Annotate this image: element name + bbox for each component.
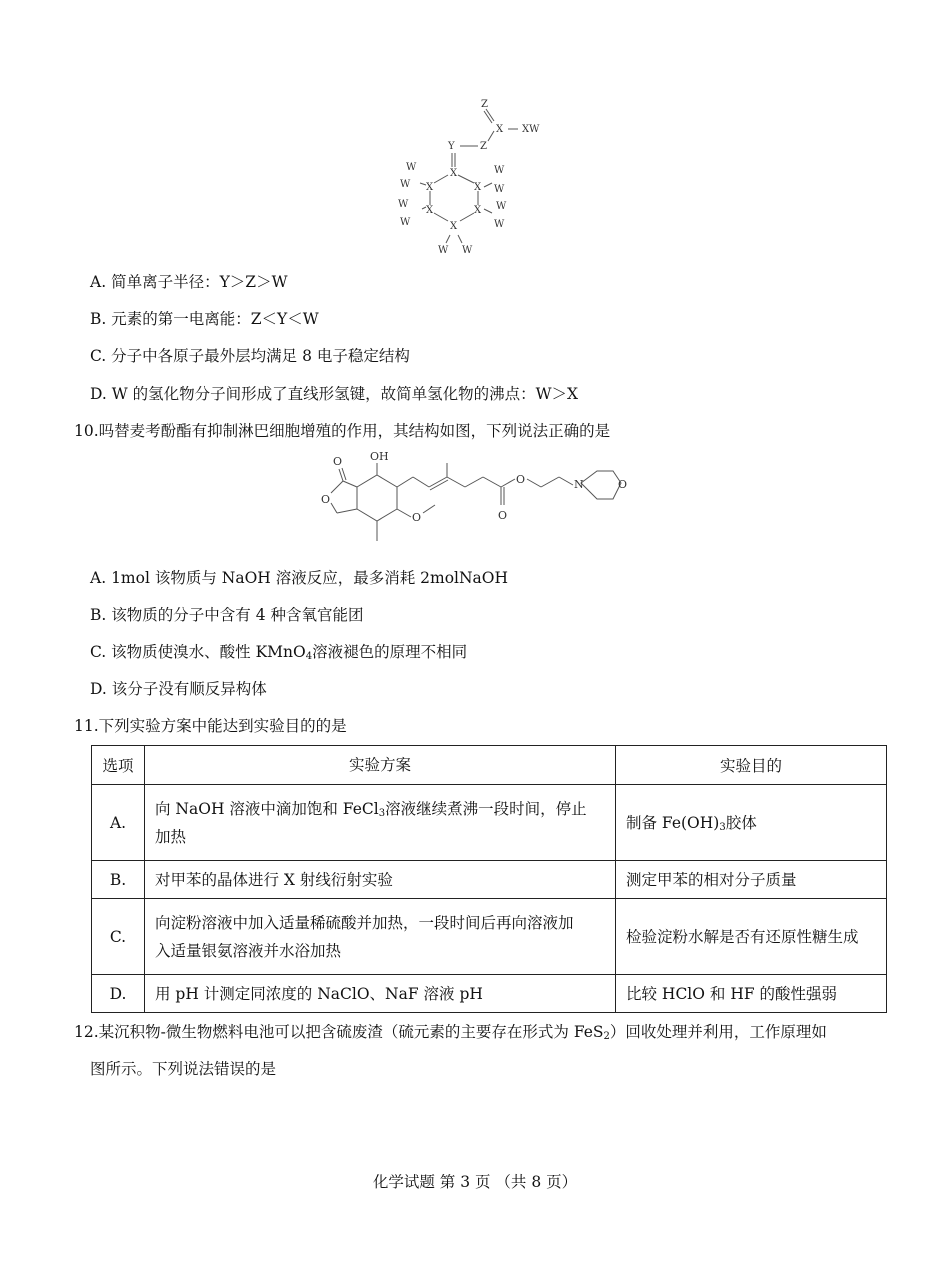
q9-option-d — [90, 384, 578, 404]
row-plan: 对甲苯的晶体进行 X 射线衍射实验 — [145, 861, 616, 899]
option-key: A. — [90, 569, 107, 587]
option-key: D. — [90, 680, 107, 698]
structure-label-w2: W — [400, 179, 411, 190]
question-text: 图所示。下列说法错误的是 — [90, 1060, 277, 1078]
row-option: B. — [92, 861, 145, 899]
mol-label-n: N — [574, 478, 584, 491]
structure-label-w7: W — [496, 201, 507, 212]
option-text: 该物质的分子中含有 4 种含氧官能团 — [111, 606, 364, 624]
option-key: B. — [90, 310, 107, 328]
option-text: 元素的第一电离能：Z＜Y＜W — [111, 310, 319, 328]
question-text: 某沉积物-微生物燃料电池可以把含硫废渣（硫元素的主要存在形式为 FeS — [98, 1023, 604, 1041]
structure-label-w5: W — [398, 199, 409, 210]
structure-label-w3: W — [494, 165, 505, 176]
header-option: 选项 — [92, 746, 145, 785]
table-row — [92, 975, 887, 1013]
option-text: W 的氢化物分子间形成了直线形氢键，故简单氢化物的沸点：W＞X — [111, 385, 579, 403]
option-key: B. — [90, 606, 107, 624]
question-text: 下列实验方案中能达到实验目的的是 — [98, 717, 347, 735]
table-row — [92, 785, 887, 861]
row-goal: 比较 HClO 和 HF 的酸性强弱 — [616, 975, 887, 1013]
q10-stem — [74, 421, 610, 441]
q11-stem — [74, 716, 347, 736]
question-number: 11. — [74, 717, 99, 735]
structure-label-x-ring2: X — [426, 182, 434, 193]
mol-label-oh: OH — [370, 450, 389, 463]
structure-label-x-ring1: X — [450, 168, 458, 179]
structure-label-x-ring5: X — [474, 205, 482, 216]
q9-structure-diagram — [390, 95, 560, 265]
q10-option-b — [90, 605, 363, 625]
option-key: A. — [90, 273, 107, 291]
structure-label-w8: W — [494, 219, 505, 230]
table-row — [92, 899, 887, 975]
mol-label-o-ketone: O — [498, 509, 508, 522]
mol-label-o-morpholine: O — [618, 478, 628, 491]
row-goal: 检验淀粉水解是否有还原性糖生成 — [616, 899, 887, 975]
experiment-table — [91, 745, 887, 1013]
q10-option-a — [90, 568, 508, 588]
row-plan: 向 NaOH 溶液中滴加饱和 FeCl$_3$溶液继续煮沸一段时间，停止 加热 — [145, 785, 616, 861]
structure-label-y: Y — [448, 141, 455, 152]
q9-option-a — [90, 272, 288, 292]
mol-label-o-methoxy: O — [412, 511, 422, 524]
structure-label-w10: W — [462, 245, 473, 256]
row-option: A. — [92, 785, 145, 861]
q9-option-c — [90, 346, 410, 366]
option-text: 1mol 该物质与 NaOH 溶液反应，最多消耗 2molNaOH — [111, 569, 509, 587]
structure-label-w4: W — [494, 184, 505, 195]
row-option: D. — [92, 975, 145, 1013]
page-footer: 化学试题 第 3 页 （共 8 页） — [372, 1173, 578, 1191]
structure-label-z-mid: Z — [480, 141, 487, 152]
question-number: 12. — [74, 1023, 99, 1041]
subscript: 2 — [603, 1031, 610, 1042]
mol-label-o-carbonyl: O — [333, 455, 343, 468]
option-text-cont: 溶液褪色的原理不相同 — [312, 643, 468, 661]
q10-molecule-diagram — [315, 447, 635, 552]
header-goal: 实验目的 — [616, 746, 887, 785]
option-key: C. — [90, 347, 107, 365]
row-plan: 向淀粉溶液中加入适量稀硫酸并加热，一段时间后再向溶液加 入适量银氨溶液并水浴加热 — [145, 899, 616, 975]
question-text: 吗替麦考酚酯有抑制淋巴细胞增殖的作用，其结构如图，下列说法正确的是 — [98, 422, 611, 440]
option-text: 简单离子半径：Y＞Z＞W — [111, 273, 288, 291]
q10-option-d — [90, 679, 267, 699]
row-plan: 用 pH 计测定同浓度的 NaClO、NaF 溶液 pH — [145, 975, 616, 1013]
q10-option-c — [90, 642, 467, 662]
option-key: D. — [90, 385, 107, 403]
row-option: C. — [92, 899, 145, 975]
option-key: C. — [90, 643, 107, 661]
structure-label-w9: W — [438, 245, 449, 256]
q9-option-b — [90, 309, 319, 329]
question-text-cont: ）回收处理并利用，工作原理如 — [609, 1023, 827, 1041]
q12-stem-line1 — [74, 1022, 827, 1042]
structure-label-z-top: Z — [481, 99, 488, 110]
structure-label-x-ring6: X — [450, 221, 458, 232]
question-number: 10. — [74, 422, 99, 440]
table-row — [92, 861, 887, 899]
table-header-row — [92, 746, 887, 785]
structure-label-xw: XW — [522, 124, 540, 135]
q12-stem-line2 — [90, 1059, 276, 1079]
structure-label-x-top: X — [496, 124, 504, 135]
header-plan: 实验方案 — [145, 746, 616, 785]
option-text: 分子中各原子最外层均满足 8 电子稳定结构 — [111, 347, 410, 365]
row-goal: 制备 $Fe(OH)_3$胶体 — [616, 785, 887, 861]
row-goal: 测定甲苯的相对分子质量 — [616, 861, 887, 899]
structure-label-w6: W — [400, 217, 411, 228]
subscript: 4 — [305, 651, 313, 662]
option-text: 该物质使溴水、酸性 KMnO — [111, 643, 306, 661]
mol-label-o-ester: O — [516, 473, 526, 486]
structure-label-w1: W — [406, 162, 417, 173]
structure-label-x-ring4: X — [426, 205, 434, 216]
mol-label-o-ring: O — [321, 493, 331, 506]
option-text: 该分子没有顺反异构体 — [111, 680, 267, 698]
structure-label-x-ring3: X — [474, 182, 482, 193]
